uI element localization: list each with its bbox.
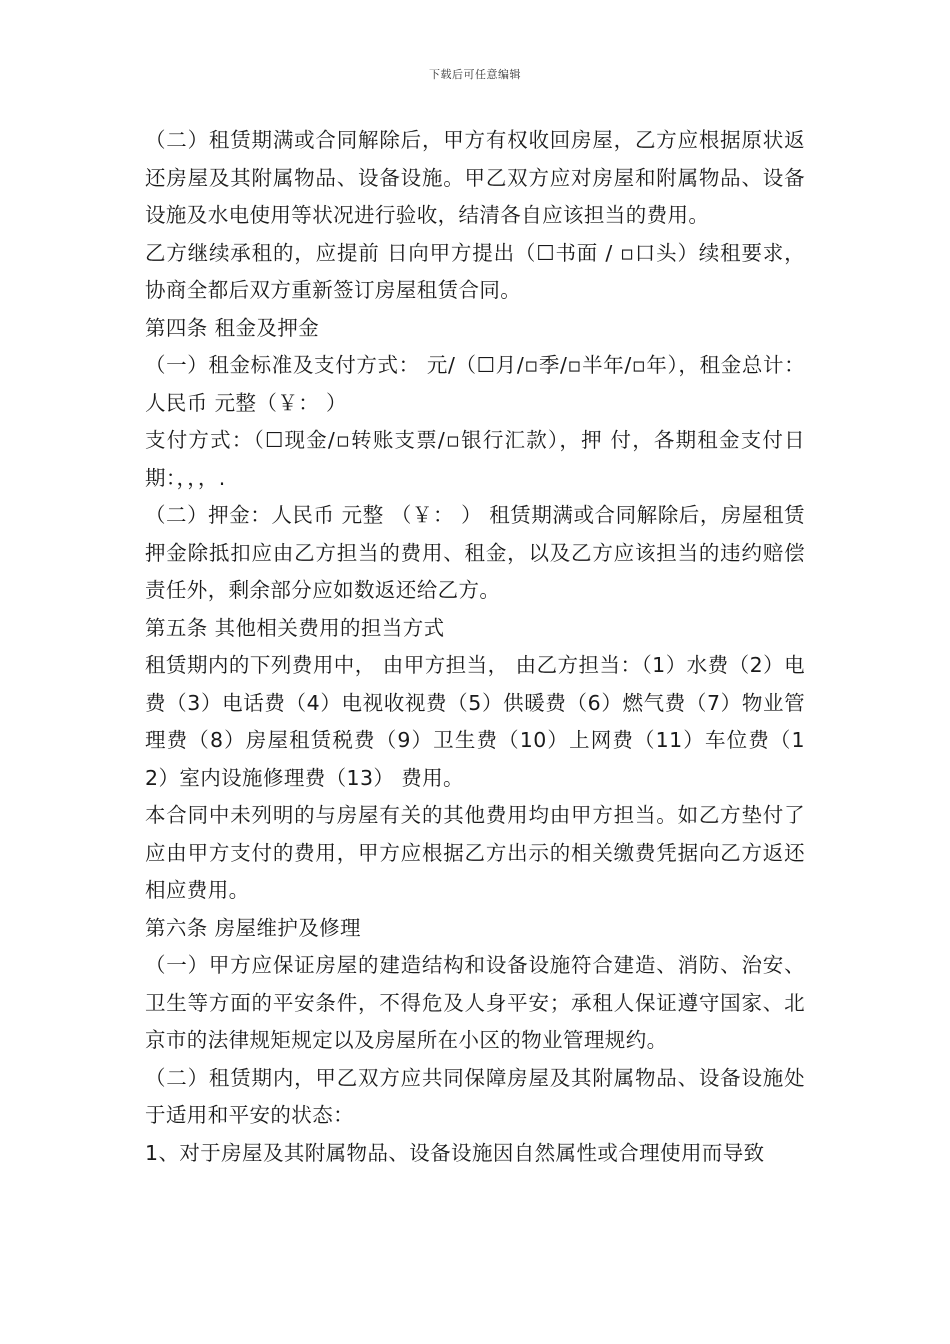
paragraph-payment-method: 支付方式：（☐现金/▫转账支票/▫银行汇款），押 付，各期租金支付日期：，，，. — [145, 428, 805, 490]
page-header: 下载后可任意编辑 — [429, 68, 521, 81]
section-heading-article-4: 第四条 租金及押金 — [145, 315, 320, 340]
section-heading-article-5: 第五条 其他相关费用的担当方式 — [145, 615, 445, 640]
paragraph-rent-standard: （一）租金标准及支付方式： 元/（☐月/▫季/▫半年/▫年），租金总计：人民币 元整（￥： ） — [145, 353, 805, 415]
paragraph-repair-clause-1: 1、对于房屋及其附属物品、设备设施因自然属性或合理使用而导致 — [145, 1140, 765, 1165]
paragraph-joint-maintenance: （二）租赁期内，甲乙双方应共同保障房屋及其附属物品、设备设施处于适用和平安的状态： — [145, 1065, 805, 1127]
section-heading-article-6: 第六条 房屋维护及修理 — [145, 915, 361, 940]
paragraph-renewal-request: 乙方继续承租的，应提前 日向甲方提出（☐书面 / ▫口头）续租要求，协商全都后双方重新签订房屋租赁合同。 — [145, 240, 805, 302]
paragraph-other-fees: 本合同中未列明的与房屋有关的其他费用均由甲方担当。如乙方垫付了应由甲方支付的费用，甲方应根据乙方出示的相关缴费凭据向乙方返还相应费用。 — [145, 803, 805, 902]
paragraph-lease-expiry-return: （二）租赁期满或合同解除后，甲方有权收回房屋，乙方应根据原状返还房屋及其附属物品、设备设施。甲乙双方应对房屋和附属物品、设备设施及水电使用等状况进行验收，结清各自应该担当的费用。 — [145, 128, 805, 227]
paragraph-fee-list: 租赁期内的下列费用中， 由甲方担当， 由乙方担当：（1）水费（2）电费（3）电话费（4）电视收视费（5）供暖费（6）燃气费（7）物业管理费（8）房屋租赁税费（9）卫生费（10）上网费（11）车位费（12）室内设施修理费（13） 费用。 — [145, 653, 805, 790]
document-body — [145, 122, 805, 1172]
paragraph-deposit: （二）押金：人民币 元整 （￥： ） 租赁期满或合同解除后，房屋租赁押金除抵扣应由乙方担当的费用、租金，以及乙方应该担当的违约赔偿责任外，剩余部分应如数返还给乙方。 — [145, 503, 805, 602]
paragraph-safety-guarantee: （一）甲方应保证房屋的建造结构和设备设施符合建造、消防、治安、卫生等方面的平安条件，不得危及人身平安；承租人保证遵守国家、北京市的法律规矩规定以及房屋所在小区的物业管理规约。 — [145, 953, 805, 1052]
